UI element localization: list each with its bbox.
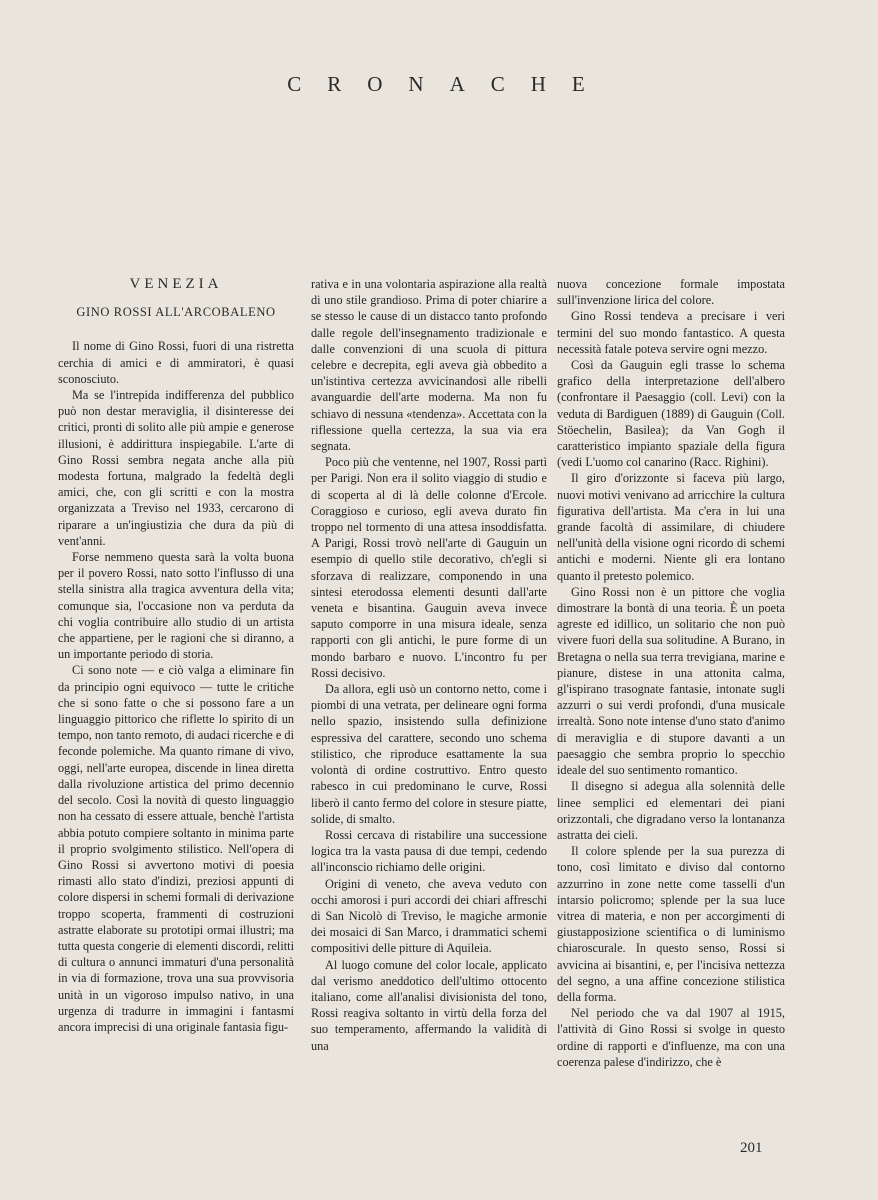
- paragraph: Il colore splende per la sua purezza di tono, così limitato e diviso dal contorno azzurrino in zone nette come tasselli d'un intarsio policromo; splende per la sua luce vitrea di materia, e non per accorgimenti di giustapposizione scientifica o di luminismo chiaroscurale. In questo senso, Rossi si avvicina ai bisantini, e, per l'incisiva nettezza del segno, a una affine concezione stilistica della forma.: [557, 844, 785, 1004]
- paragraph: Gino Rossi tendeva a precisare i veri termini del suo mondo fantastico. A questa necessità fatale poteva servire ogni mezzo.: [557, 309, 785, 356]
- paragraph: Da allora, egli usò un contorno netto, come i piombi di una vetrata, per delineare ogni forma nello spazio, insistendo sulla definizione espressiva del carattere, secondo uno schema stilistico, che riproduce esattamente la sua volontà di ordine costruttivo. Entro questo rabesco in cui predominano le curve, Rossi liberò il canto fermo del colore in stesure piatte, solide, di smalto.: [311, 682, 547, 826]
- running-head: CRONACHE: [287, 72, 611, 96]
- section-title: VENEZIA: [129, 276, 223, 292]
- paragraph: Origini di veneto, che aveva veduto con occhi amorosi i puri accordi dei chiari affreschi di San Nicolò di Treviso, le magiche armonie dei mosaici di San Marco, i drammatici schemi compositivi delle pitture di Aquileia.: [311, 876, 547, 956]
- paragraph: Al luogo comune del color locale, applicato dal verismo aneddotico dell'ultimo ottocento italiano, come all'analisi divisionista del tono, Rossi reagiva soltanto in virtù della forza del suo temperamento, affermando la validità di una: [311, 957, 547, 1053]
- paragraph: Ma se l'intrepida indifferenza del pubblico può non destar meraviglia, il disinteresse dei critici, pronti di solito alle più ampie e generose illusioni, è addirittura inspiegabile. L'arte di Gino Rossi sembra negata anche alla più modesta fortuna, malgrado la fedeltà degli amici, che, con gli scritti e con la mostra organizzata a Treviso nel 1933, cercarono di riparare a un'ingiustizia che dura da più di vent'anni.: [58, 388, 294, 548]
- paragraph: nuova concezione formale impostata sull'invenzione lirica del colore.: [557, 277, 785, 308]
- paragraph: Nel periodo che va dal 1907 al 1915, l'attività di Gino Rossi si svolge in questo ordine di rapporti e d'influenze, ma con una coerenza palese d'indirizzo, che è: [557, 1006, 785, 1069]
- article-title: GINO ROSSI ALL'ARCOBALENO: [76, 305, 276, 320]
- paragraph: Il disegno si adegua alla solennità delle linee semplici ed elementari dei piani orizzontali, che digradano verso la lontananza astratta dei cieli.: [557, 779, 785, 842]
- paragraph: Così da Gauguin egli trasse lo schema grafico della interpretazione dell'albero (confrontare il Paesaggio (coll. Levi) con la veduta di Bardiguen (1889) di Gauguin (Coll. Stöechelin, Basilea); da Van Gogh il caratteristico impianto spaziale della figura (vedi L'uomo col canarino (Racc. Righini).: [557, 358, 785, 470]
- page-number: 201: [740, 1140, 763, 1156]
- paragraph: Il nome di Gino Rossi, fuori di una ristretta cerchia di amici e di ammiratori, è quasi sconosciuto.: [58, 339, 294, 386]
- paragraph: Rossi cercava di ristabilire una successione logica tra la vasta pausa di due tempi, cedendo all'inconscio richiamo delle origini.: [311, 827, 547, 875]
- column-3: [557, 276, 785, 1070]
- paragraph: Forse nemmeno questa sarà la volta buona per il povero Rossi, nato sotto l'influsso di una stella sinistra alla tragica avventura della vita; comunque sia, l'occasione non va perduta da chi voglia contribuire allo studio di un artista che appartiene, per le ragioni che si diranno, a un importante periodo di storia.: [58, 550, 294, 662]
- paragraph: Ci sono note — e ciò valga a eliminare fin da principio ogni equivoco — tutte le critiche che si sono fatte o che si possono fare a un linguaggio pittorico che riflette lo spirito di un tempo, non tanto remoto, di audaci ricerche e di feconde polemiche. Ma quanto rimane di vivo, oggi, nell'arte europea, discende in linea diretta dalla rivoluzione artistica del primo decennio del secolo. Così la novità di questo linguaggio non ha cessato di essere attuale, benchè l'artista abbia potuto compiere soltanto in minima parte il proprio svolgimento stilistico. Nell'opera di Gino Rossi si avvertono motivi di poesia rimasti allo stato d'indizi, preziosi appunti di colore dispersi in schemi formali di derivazione troppo scoperta, frammenti di costruzioni astratte elaborate su prototipi ormai illustri; ma tutta questa congerie di elementi discordi, relitti di cultura o annunci immaturi d'una personalità in via di formazione, trova una sua provvisoria unità in un vigoroso impulso nativo, in una urgenza di tradurre in immagini i fantasmi ancora imprecisi di una originale fantasia figu-: [58, 663, 294, 1034]
- paragraph: rativa e in una volontaria aspirazione alla realtà di uno stile grandioso. Prima di poter chiarire a se stesso le cause di un distacco tanto profondo dalle regole dell'insegnamento tradizionale e dalle convenzioni di una scuola di pittura celebre e decrepita, egli aveva già obbedito a un'istintiva certezza avvicinandosi alle ribelli avanguardie dell'arte moderna. Ma non fu schiavo di nessuna «tendenza». Accettata con la riflessione quella certezza, la sua via era segnata.: [311, 277, 547, 454]
- column-2: [311, 276, 547, 1054]
- paragraph: Gino Rossi non è un pittore che voglia dimostrare la bontà di una teoria. È un poeta agreste ed idillico, un solitario che non può vivere fuori della sua solitudine. A Burano, in Bretagna o nella sua terra trevigiana, marine e pianure, distese in una attonita calma, gl'ispirano trasognate fantasie, intonate sugli azzurri o sui verdi profondi, d'una musicale irrealtà. Sono note intense d'uno stato d'animo di meraviglia e di stupore davanti a un paesaggio che sembra proprio lo specchio ideale del suo sentimento romantico.: [557, 584, 785, 778]
- paragraph: Poco più che ventenne, nel 1907, Rossi partì per Parigi. Non era il solito viaggio di studio e di scoperta al di là delle colonne d'Ercole. Coraggioso e curioso, egli aveva durato fin troppo nel tormento di una attesa insoddisfatta. A Parigi, Rossi trovò nell'arte di Gauguin un esempio di quello stile decorativo, ch'egli si sforzava di realizzare, componendo in una sintesi eterodossa elementi desunti dall'arte veneta e bisantina. Gauguin aveva invece saputo comporre in una misura ideale, senza rapporti con gli antichi, le pure forme di un mondo barbaro e nuovo. L'incontro fu per Rossi decisivo.: [311, 455, 547, 680]
- column-1: [58, 276, 294, 1035]
- paragraph: Il giro d'orizzonte si faceva più largo, nuovi motivi venivano ad arricchire la cultura figurativa dell'artista. Ma c'era in lui una grande facoltà di assimilare, di chiudere nell'unità della visione ogni ricordo di schemi antichi e moderni. Niente gli era lontano quanto il pretesto polemico.: [557, 471, 785, 583]
